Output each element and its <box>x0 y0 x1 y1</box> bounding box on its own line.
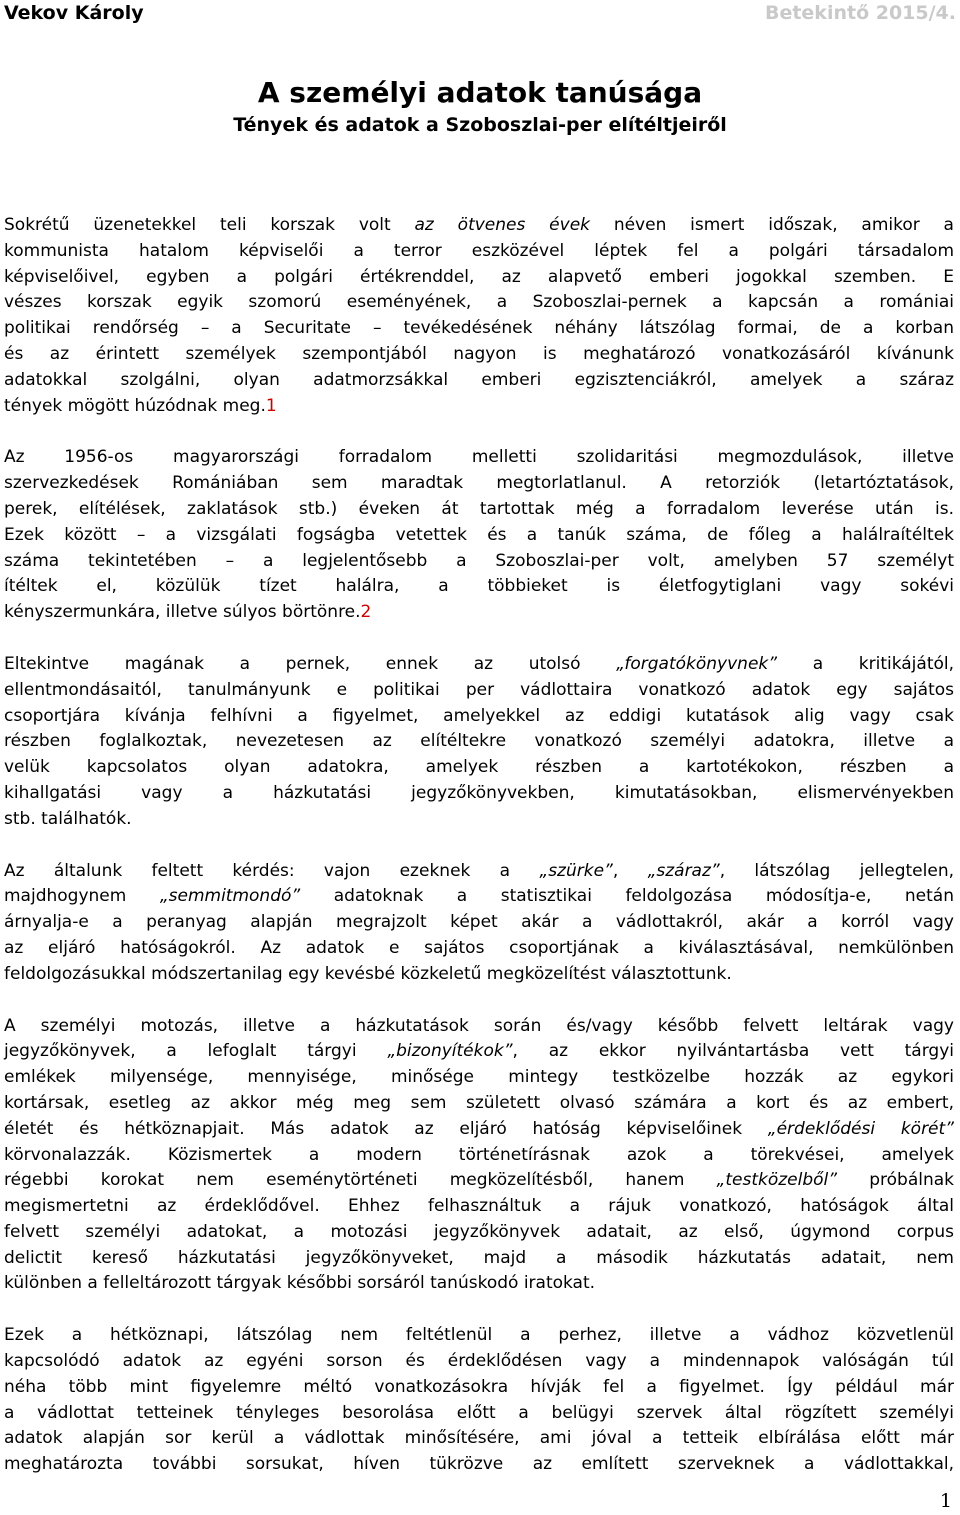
page-title: A személyi adatok tanúsága <box>257 76 703 109</box>
text-run: képviselőivel, egyben a polgári értékrenddel, az alapvető emberi jogokkal szemben. E <box>4 266 954 287</box>
text-run: ítéltek el, közülük tízet halálra, a többieket is életfogytiglani vagy sokévi <box>4 576 954 597</box>
text-line <box>4 1091 954 1117</box>
text-run: , az ekkor nyilvántartásba vett tárgyi <box>512 1041 954 1062</box>
text-run: tények mögött húzódnak meg. <box>4 395 266 416</box>
emphasized-text: „testközelből” <box>716 1170 838 1191</box>
page-number: 1 <box>939 1490 952 1512</box>
text-run: megismertetni az érdeklődővel. Ehhez felhasználtuk a rájuk vonatkozó, hatóságok által <box>4 1196 954 1217</box>
text-run: részben foglalkoztak, nevezetesen az elítéltekre vonatkozó személyi adatokra, illetve a <box>4 731 954 752</box>
text-line <box>4 1039 954 1065</box>
footnote-reference[interactable]: 1 <box>265 395 277 416</box>
article-body <box>4 213 954 1478</box>
text-run: kortársak, esetleg az akkor még meg sem született olvasó számára a kort és az embert, <box>4 1092 954 1113</box>
text-line <box>4 1323 954 1349</box>
paragraph <box>4 1014 954 1298</box>
text-line <box>4 368 954 394</box>
text-line <box>4 729 954 755</box>
text-run: Ezek a hétköznapi, látszólag nem feltétlenül a perhez, illetve a vádhoz közvetlenül <box>4 1325 954 1346</box>
text-run: körvonalazzák. Közismertek a modern történetírásnak azok a törekvései, amelyek <box>4 1144 954 1165</box>
text-line <box>4 910 954 936</box>
text-run: vészes korszak egyik szomorú eseményének, a Szoboszlai-pernek a kapcsán a romániai <box>4 292 954 313</box>
text-line <box>4 1014 954 1040</box>
text-line <box>4 265 954 291</box>
text-run: felvett személyi adatokat, a motozási jegyzőkönyvek adatait, az első, úgymond corpus <box>4 1221 954 1242</box>
page-header <box>4 0 956 28</box>
text-line <box>4 1246 954 1272</box>
text-run: perek, elítélések, zaklatások stb.) éveken át tartottak még a forradalom leverése után is. <box>4 498 954 519</box>
text-run: próbálnak <box>837 1170 954 1191</box>
text-line <box>4 290 954 316</box>
text-run: Ezek között – a vizsgálati fogságba vetettek és a tanúk száma, de főleg a halálraítéltek <box>4 524 954 545</box>
text-line <box>4 1117 954 1143</box>
emphasized-text: „bizonyítékok” <box>387 1041 513 1062</box>
text-run: jegyzőkönyvek, a lefoglalt tárgyi <box>4 1041 388 1062</box>
header-journal: Betekintő 2015/4. <box>764 2 956 24</box>
text-run: árnyalja-e a peranyag alapján megrajzolt képet akár a vádlottakról, akár a korról vagy <box>4 912 954 933</box>
text-run: csoportjára kívánja felhívni a figyelmet, amelyekkel az eddigi kutatások alig vagy csak <box>4 705 954 726</box>
emphasized-text: az ötvenes évek <box>414 215 590 235</box>
text-run: delictit kereső házkutatási jegyzőkönyveket, majd a második házkutatás adatait, nem <box>4 1247 954 1268</box>
text-run: különben a felleltározott tárgyak későbbi sorsáról tanúskodó iratokat. <box>4 1273 596 1294</box>
text-line <box>4 1401 954 1427</box>
text-run: Sokrétű üzenetekkel teli korszak volt <box>4 215 415 235</box>
text-run: Eltekintve magának a pernek, ennek az utolsó <box>4 653 617 674</box>
text-line <box>4 1349 954 1375</box>
text-line <box>4 652 954 678</box>
text-line <box>4 1220 954 1246</box>
text-run: régebbi korokat nem eseménytörténeti megközelítésből, hanem <box>4 1170 717 1191</box>
text-run: Az általunk feltett kérdés: vajon ezeknek a <box>4 860 540 881</box>
text-line <box>4 1143 954 1169</box>
text-run: velük kapcsolatos olyan adatokra, amelyek részben a kartotékokon, részben a <box>4 757 954 778</box>
text-line <box>4 1065 954 1091</box>
text-run: kihallgatási vagy a házkutatási jegyzőkönyvekben, kimutatásokban, elismervényekben <box>4 782 954 803</box>
paragraph <box>4 1323 954 1478</box>
text-run: a kritikájától, <box>777 653 955 674</box>
text-line <box>4 807 954 833</box>
text-run: adatokkal szolgálni, olyan adatmorzsákkal emberi egzisztenciákról, amelyek a száraz <box>4 369 954 390</box>
text-run: , <box>612 860 648 881</box>
header-author: Vekov Károly <box>4 2 144 24</box>
text-line <box>4 1271 954 1297</box>
text-run: életét és hétköznapjait. Más adatok az eljáró hatóság képviselőinek <box>4 1118 768 1139</box>
paragraph <box>4 213 954 419</box>
text-run: ellentmondásaitól, tanulmányunk e politikai per vádlottaira vonatkozó adatok egy sajátos <box>4 679 954 700</box>
page-subtitle: Tények és adatok a Szoboszlai-per elítéltjeiről <box>233 114 727 136</box>
text-line <box>4 549 954 575</box>
text-run: Az 1956-os magyarországi forradalom melletti szolidaritási megmozdulások, illetve <box>4 447 954 468</box>
text-line <box>4 523 954 549</box>
text-run: száma tekintetében – a legjelentősebb a Szoboszlai-per volt, amelyben 57 személyt <box>4 550 954 571</box>
text-run: stb. találhatók. <box>4 808 132 829</box>
title-block <box>0 76 960 138</box>
text-run: kommunista hatalom képviselői a terror eszközével léptek fel a polgári társadalom <box>4 240 954 261</box>
text-line <box>4 1426 954 1452</box>
text-line <box>4 600 954 626</box>
text-run: politikai rendőrség – a Securitate – tevékedésének néhány látszólag formai, de a korban <box>4 318 954 339</box>
text-line <box>4 394 954 420</box>
text-line <box>4 859 954 885</box>
text-run: emlékek milyensége, mennyisége, minősége mintegy testközelbe hozzák az egykori <box>4 1067 954 1088</box>
text-line <box>4 884 954 910</box>
text-run: szervezkedések Romániában sem maradtak megtorlatlanul. A retorziók (letartóztatások, <box>4 473 954 494</box>
text-run: kényszermunkára, illetve súlyos börtönre. <box>4 602 361 623</box>
text-run: az eljáró hatóságokról. Az adatok e sajátos csoportjának a kiválasztásával, nemkülönben <box>4 937 954 958</box>
text-run: adatok alapján sor kerül a vádlottak minősítésére, ami jóval a tetteik elbírálása előtt már <box>4 1428 954 1449</box>
text-line <box>4 1452 954 1478</box>
text-run: néven ismert időszak, amikor a <box>590 215 954 235</box>
text-line <box>4 239 954 265</box>
text-line <box>4 678 954 704</box>
paragraph <box>4 859 954 988</box>
text-line <box>4 755 954 781</box>
text-line <box>4 1375 954 1401</box>
text-line <box>4 936 954 962</box>
paragraph <box>4 445 954 626</box>
text-run: A személyi motozás, illetve a házkutatások során és/vagy később felvett leltárak vagy <box>4 1015 954 1036</box>
text-run: , látszólag jellegtelen, <box>719 860 954 881</box>
text-line <box>4 781 954 807</box>
text-line <box>4 471 954 497</box>
text-line <box>4 316 954 342</box>
emphasized-text: „semmitmondó” <box>159 886 301 907</box>
text-run: meghatározta további sorsukat, híven tükrözve az említett szerveknek a vádlottakkal, <box>4 1454 954 1475</box>
text-run: feldolgozásukkal módszertanilag egy kevésbé közkeletű megközelítést választottunk. <box>4 963 732 984</box>
text-line <box>4 1168 954 1194</box>
text-line <box>4 342 954 368</box>
emphasized-text: „érdeklődési körét” <box>767 1118 954 1139</box>
text-run: kapcsolódó adatok az egyéni sorson és érdeklődésen vagy a mindennapok valóságán túl <box>4 1351 954 1372</box>
text-line <box>4 497 954 523</box>
text-line <box>4 962 954 988</box>
text-run: a vádlottat tetteinek tényleges besorolása előtt a belügyi szervek által rögzített személyi <box>4 1402 954 1423</box>
text-line <box>4 1194 954 1220</box>
text-line <box>4 213 954 239</box>
text-run: és az érintett személyek szempontjából nagyon is meghatározó vonatkozásáról kívánunk <box>4 343 954 364</box>
text-line <box>4 704 954 730</box>
emphasized-text: „forgatókönyvnek” <box>616 653 778 674</box>
text-run: adatoknak a statisztikai feldolgozása módosítja-e, netán <box>300 886 954 907</box>
text-run: néha több mint figyelemre méltó vonatkozásokra hívják fel a figyelmet. Így például már <box>4 1376 954 1397</box>
text-line <box>4 445 954 471</box>
footnote-reference[interactable]: 2 <box>360 602 372 623</box>
text-line <box>4 574 954 600</box>
emphasized-text: „száraz” <box>647 860 720 881</box>
emphasized-text: „szürke” <box>539 860 613 881</box>
text-run: majdhogynem <box>4 886 160 907</box>
paragraph <box>4 652 954 833</box>
